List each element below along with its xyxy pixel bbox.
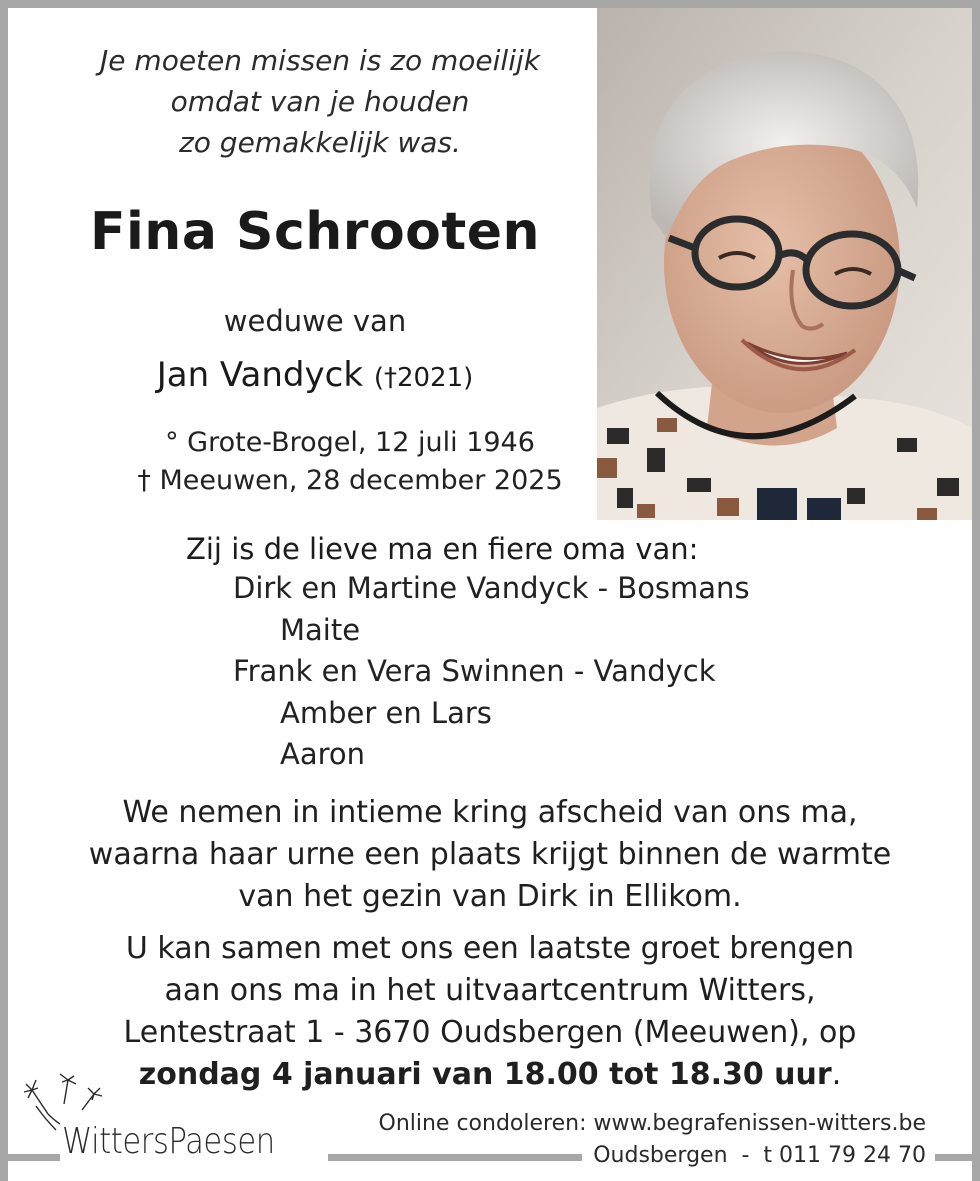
family-intro: Zij is de lieve ma en fiere oma van: — [186, 532, 699, 566]
deceased-name: Fina Schrooten — [89, 202, 541, 262]
farewell-line: van het gezin van Dirk in Ellikom. — [238, 879, 742, 914]
grandchild-line: Amber en Lars — [280, 695, 492, 730]
death-line: † Meeuwen, 28 december 2025 — [137, 465, 563, 496]
birth-death-dates — [20, 424, 680, 500]
contact-phone-line: Oudsbergen - t 011 79 24 70 — [593, 1143, 926, 1168]
online-condolences-line: Online condoleren: www.begrafenissen-witters.be — [378, 1111, 926, 1136]
verse-line: Je moeten missen is zo moeilijk — [100, 44, 540, 77]
visit-line: U kan samen met ons een laatste groet brengen — [125, 931, 855, 966]
footer-rule-right — [935, 1154, 980, 1161]
farewell-line: waarna haar urne een plaats krijgt binnen de warmte — [88, 837, 892, 872]
spouse-death-year: (†2021) — [373, 363, 474, 393]
visit-line: Lentestraat 1 - 3670 Oudsbergen (Meeuwen), op — [123, 1015, 857, 1050]
visit-datetime: zondag 4 januari van 18.00 tot 18.30 uur — [138, 1057, 832, 1092]
farewell-paragraph — [0, 792, 980, 918]
footer-rule-middle — [328, 1154, 582, 1161]
portrait-illustration — [597, 8, 972, 520]
verse-line: omdat van je houden — [170, 85, 470, 118]
logo-wordmark: WittersPaesen — [62, 1121, 275, 1162]
family-member-line: Frank en Vera Swinnen - Vandyck — [233, 654, 716, 688]
grandchild-line: Maite — [280, 612, 361, 647]
visit-line: aan ons ma in het uitvaartcentrum Witters, — [164, 973, 816, 1008]
birth-line: ° Grote-Brogel, 12 juli 1946 — [165, 427, 535, 458]
family-members — [0, 568, 750, 776]
memorial-verse — [20, 40, 620, 163]
spouse-name: Jan Vandyck — [156, 355, 364, 395]
farewell-line: We nemen in intieme kring afscheid van ons ma, — [122, 795, 858, 830]
family-member-line: Dirk en Martine Vandyck - Bosmans — [233, 571, 750, 605]
spouse-line — [20, 355, 610, 395]
visit-end-punct: . — [831, 1057, 842, 1092]
grandchild-line: Aaron — [280, 737, 366, 771]
portrait-photo — [597, 8, 972, 520]
widow-of-label: weduwe van — [223, 304, 407, 338]
verse-line: zo gemakkelijk was. — [179, 126, 461, 159]
